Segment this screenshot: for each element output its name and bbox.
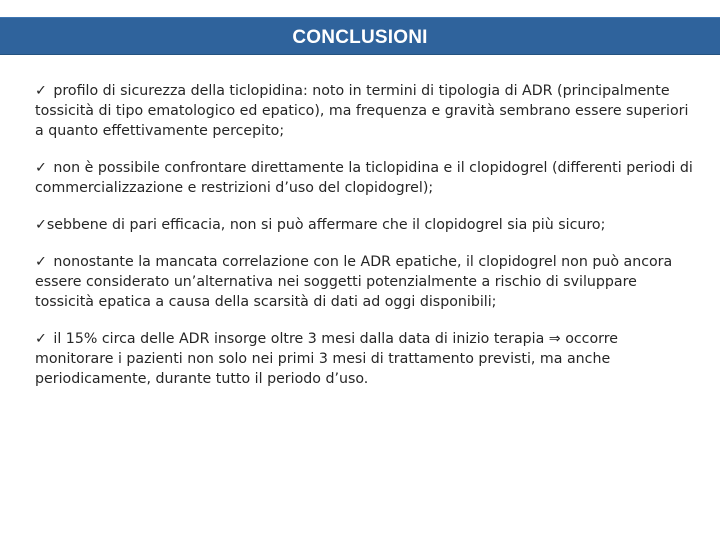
bullet-text: sebbene di pari efficacia, non si può affermare che il clopidogrel sia più sicuro; bbox=[46, 217, 606, 233]
checkmark-icon: ✓ bbox=[35, 83, 47, 99]
bullet-text: non è possibile confrontare direttamente la ticlopidina e il clopidogrel (differenti periodi di commercializzazione e restrizioni d’uso del clopidogrel); bbox=[35, 160, 693, 196]
bullet-item bbox=[35, 329, 700, 389]
checkmark-icon: ✓ bbox=[35, 217, 47, 233]
checkmark-icon: ✓ bbox=[35, 160, 47, 176]
bullet-text: nonostante la mancata correlazione con le ADR epatiche, il clopidogrel non può ancora essere considerato un’alternativa nei soggetti potenzialmente a rischio di sviluppare tossicità epatica a causa della scarsità di dati ad oggi disponibili; bbox=[35, 254, 673, 310]
checkmark-icon: ✓ bbox=[35, 254, 47, 270]
bullet-item bbox=[35, 215, 700, 235]
bullet-item bbox=[35, 158, 700, 198]
bullet-text: il 15% circa delle ADR insorge oltre 3 mesi dalla data di inizio terapia ⇒ occorre monitorare i pazienti non solo nei primi 3 mesi di trattamento previsti, ma anche periodicamente, durante tutto il periodo d’uso. bbox=[35, 331, 618, 387]
title-bar bbox=[0, 17, 720, 55]
bullet-list bbox=[35, 81, 700, 389]
bullet-item bbox=[35, 81, 700, 141]
checkmark-icon: ✓ bbox=[35, 331, 47, 347]
slide-title: CONCLUSIONI bbox=[292, 27, 428, 48]
bullet-text: profilo di sicurezza della ticlopidina: noto in termini di tipologia di ADR (principalmente tossicità di tipo ematologico ed epatico), ma frequenza e gravità sembrano essere superiori a quanto effettivamente percepito; bbox=[35, 83, 689, 139]
bullet-item bbox=[35, 252, 700, 312]
